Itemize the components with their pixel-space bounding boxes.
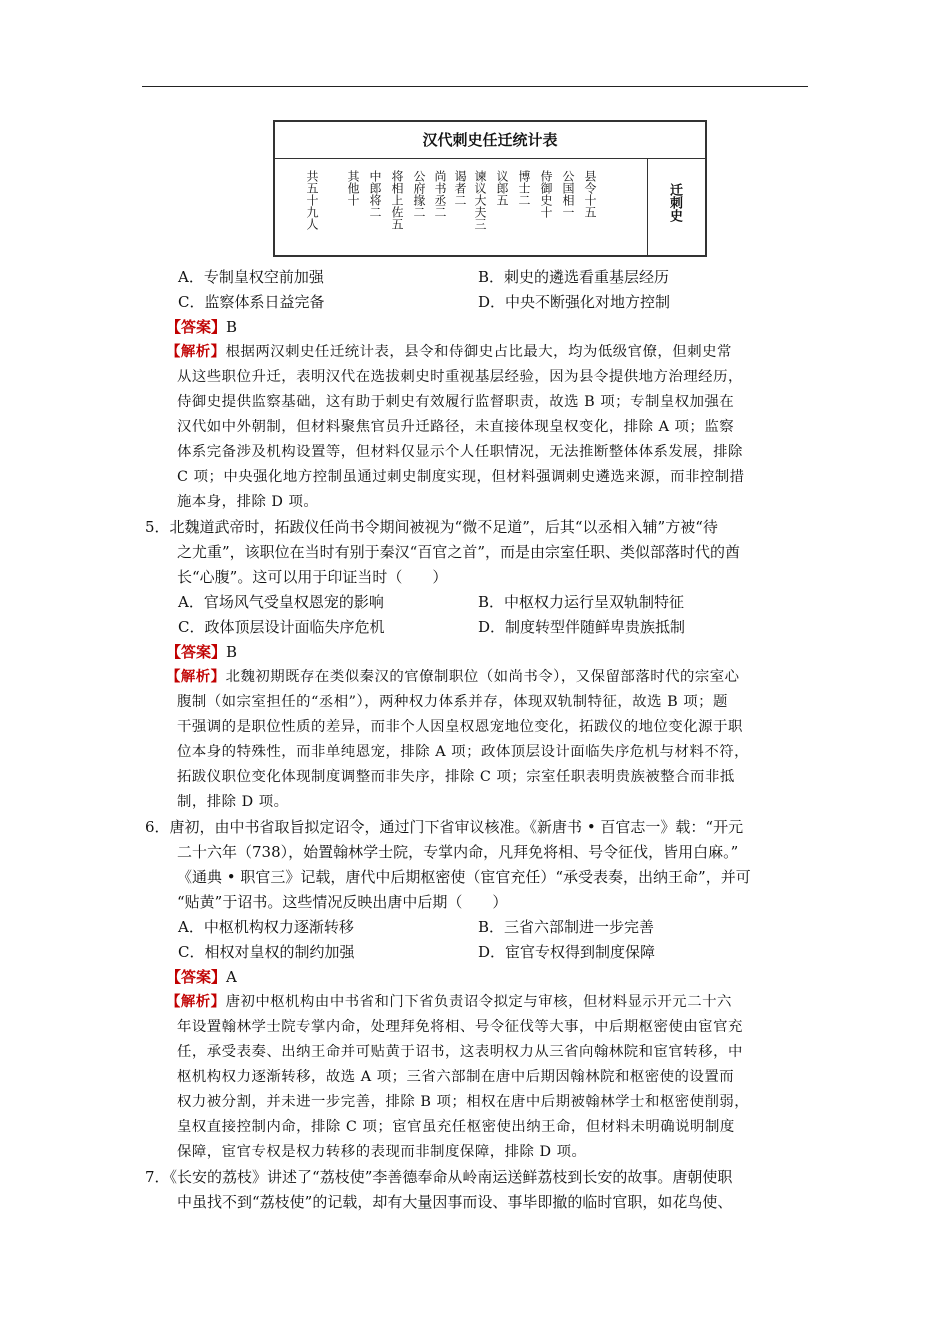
option-a: A．官场风气受皇权恩宠的影响	[178, 593, 384, 611]
analysis-label: 【解析】	[166, 993, 226, 1010]
answer-label: 【答案】	[166, 643, 227, 661]
table-body	[275, 159, 705, 255]
option-b: B．中枢权力运行呈双轨制特征	[478, 593, 685, 611]
analysis-line: 从这些职位升迁，表明汉代在选拔刺史时重视基层经验，因为县令提供地方治理经历，	[177, 369, 743, 385]
table-column: 共五十九人	[305, 170, 319, 230]
analysis-text: 唐初中枢机构由中书省和门下省负责诏令拟定与审核，但材料显示开元二十六	[225, 994, 732, 1010]
analysis-line: 腹制（如宗室担任的“丞相”），两种权力体系并存，体现双轨制特征，故选 B 项；题	[177, 694, 728, 710]
option-d: D．制度转型伴随鲜卑贵族抵制	[478, 618, 686, 636]
table-column: 公国相一	[561, 170, 575, 218]
option-d: D．宦官专权得到制度保障	[478, 943, 656, 961]
question-stem: 5．北魏道武帝时，拓跋仪任尚书令期间被视为“微不足道”，后其“以丞相入辅”方被“待	[145, 518, 718, 536]
analysis-label: 【解析】	[166, 343, 226, 360]
analysis-line: 汉代如中外朝制，但材料聚焦官员升迁路径，未直接体现皇权变化，排除 A 项；监察	[177, 419, 735, 435]
table-column: 县令十五	[583, 170, 597, 218]
answer-line	[166, 968, 237, 986]
analysis-label: 【解析】	[166, 668, 226, 685]
table-divider	[647, 159, 648, 255]
analysis-text: 北魏初期既存在类似秦汉的官僚制职位（如尚书令），又保留部落时代的宗室心	[225, 669, 740, 685]
table-column: 议郎五	[495, 170, 509, 206]
analysis-line: 拓跋仪职位变化体现制度调整而非失序，排除 C 项；宗室任职表明贵族被整合而非抵	[177, 769, 735, 785]
option-b: B．三省六部制进一步完善	[478, 918, 655, 936]
analysis-line: 任，承受表奏、出纳王命并可贴黄于诏书，这表明权力从三省向翰林院和宦官转移，中	[177, 1044, 743, 1060]
option-c: C．政体顶层设计面临失序危机	[178, 618, 385, 636]
question-stem: 7．《长安的荔枝》讲述了“荔枝使”李善德奉命从岭南运送鲜荔枝到长安的故事。唐朝使职	[145, 1168, 733, 1186]
analysis-line: 皇权直接控制内命，排除 C 项；宦官虽充任枢密使出纳王命，但材料未明确说明制度	[177, 1119, 735, 1135]
analysis-text: 根据两汉刺史任迁统计表，县令和侍御史占比最大，均为低级官僚，但刺史常	[225, 344, 732, 360]
analysis-line: 权力被分割，并未进一步完善，排除 B 项；相权在唐中后期被翰林学士和枢密使削弱，	[177, 1094, 750, 1110]
analysis-line: 施本身，排除 D 项。	[177, 494, 319, 510]
table-column: 谒者二	[453, 170, 467, 206]
answer-value: A	[226, 968, 237, 986]
table-column: 谏议大夫三	[473, 170, 487, 230]
table-column: 侍御史十	[539, 170, 553, 218]
analysis-line	[166, 668, 740, 686]
analysis-line: 侍御史提供监察基础，这有助于刺史有效履行监督职责，故选 B 项；专制皇权加强在	[177, 394, 735, 410]
analysis-line: 年设置翰林学士院专掌内命，处理拜免将相、号令征伐等大事，中后期枢密使由宦官充	[177, 1019, 743, 1035]
analysis-line: C 项；中央强化地方控制虽通过刺史制度实现，但材料强调刺史遴选来源，而非控制措	[177, 469, 745, 485]
analysis-line: 枢机构权力逐渐转移，故选 A 项；三省六部制在唐中后期因翰林院和枢密使的设置而	[177, 1069, 735, 1085]
question-stem: 之尤重”，该职位在当时有别于秦汉“百官之首”，而是由宗室任职、类似部落时代的酋	[177, 543, 741, 561]
option-d: D．中央不断强化对地方控制	[478, 293, 671, 311]
analysis-line: 位本身的特殊性，而非单纯恩宠，排除 A 项；政体顶层设计面临失序危机与材料不符，	[177, 744, 749, 760]
question-stem: “贴黄”于诏书。这些情况反映出唐中后期（ ）	[177, 893, 508, 911]
statistics-table	[273, 120, 707, 257]
table-column: 公府掾二	[412, 170, 426, 218]
option-c: C．监察体系日益完备	[178, 293, 325, 311]
answer-line	[166, 643, 237, 661]
answer-label: 【答案】	[166, 318, 227, 336]
option-a: A．中枢机构权力逐渐转移	[178, 918, 354, 936]
answer-value: B	[226, 318, 238, 336]
header-rule	[142, 86, 808, 87]
option-c: C．相权对皇权的制约加强	[178, 943, 355, 961]
question-stem: 长“心腹”。这可以用于印证当时（ ）	[177, 568, 448, 586]
table-column: 其他十	[346, 170, 360, 206]
analysis-line: 制，排除 D 项。	[177, 794, 289, 810]
analysis-line	[166, 343, 732, 361]
answer-label: 【答案】	[166, 968, 227, 986]
question-stem: 6．唐初，由中书省取旨拟定诏令，通过门下省审议核准。《新唐书 • 百官志一》载：“开元	[145, 818, 744, 836]
table-column: 博士二	[517, 170, 531, 206]
answer-value: B	[226, 643, 238, 661]
table-column: 尚书丞二	[433, 170, 447, 218]
question-stem: 《通典 • 职官三》记载，唐代中后期枢密使（宦官充任）“承受表奏，出纳王命”，并可	[177, 868, 751, 886]
analysis-line: 干强调的是职位性质的差异，而非个人因皇权恩宠地位变化，拓跋仪的地位变化源于职	[177, 719, 743, 735]
table-column: 将相上佐五	[390, 170, 404, 230]
question-stem: 中虽找不到“荔枝使”的记载，却有大量因事而设、事毕即撤的临时官职，如花鸟使、	[177, 1193, 733, 1211]
option-a: A．专制皇权空前加强	[178, 268, 324, 286]
table-title: 汉代刺史任迁统计表	[275, 122, 705, 159]
table-row-header: 迁刺史	[667, 183, 682, 222]
answer-line	[166, 318, 237, 336]
option-b: B．刺史的遴选看重基层经历	[478, 268, 670, 286]
analysis-line: 体系完备涉及机构设置等，但材料仅显示个人任职情况，无法推断整体体系发展，排除	[177, 444, 743, 460]
question-stem: 二十六年（738），始置翰林学士院，专掌内命，凡拜免将相、号令征伐，皆用白麻。”	[177, 843, 739, 861]
analysis-line	[166, 993, 732, 1011]
analysis-line: 保障，宦官专权是权力转移的表现而非制度保障，排除 D 项。	[177, 1144, 587, 1160]
table-column: 中郎将二	[368, 170, 382, 218]
